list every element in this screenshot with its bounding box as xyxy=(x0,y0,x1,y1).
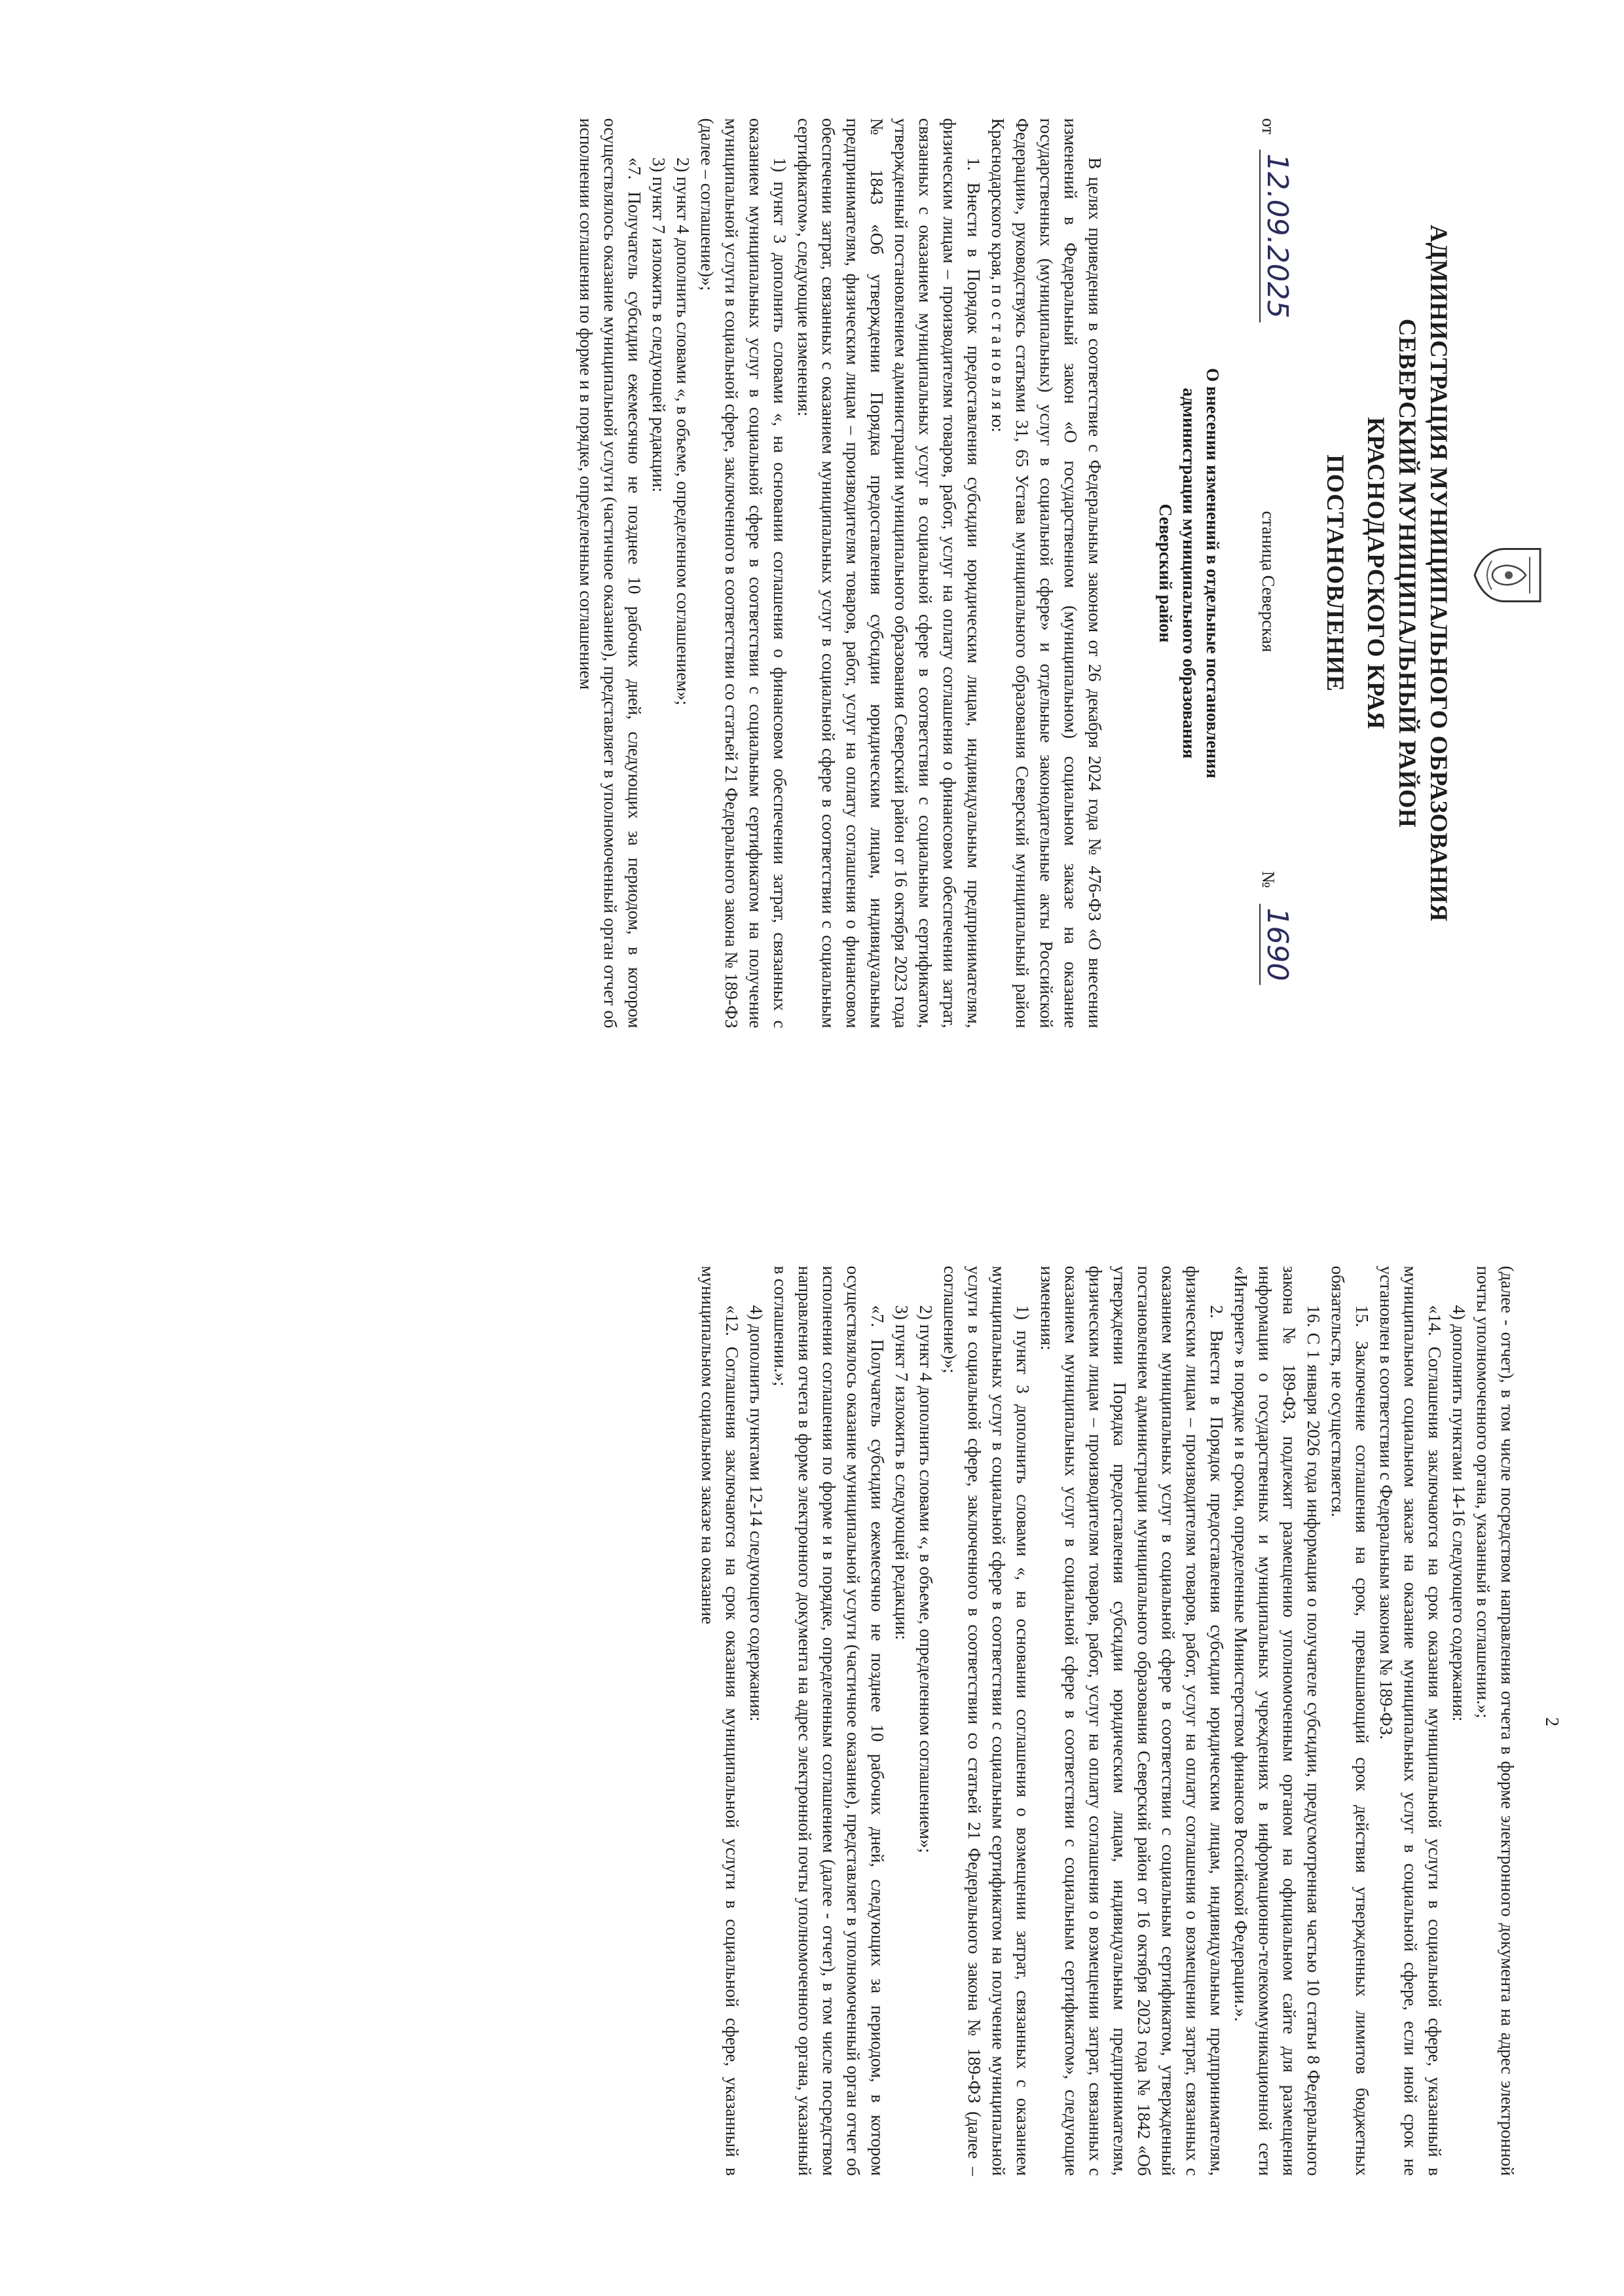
paragraph: 2) пункт 4 дополнить словами «, в объеме, определенном соглашением»; xyxy=(673,157,693,705)
body-text xyxy=(574,118,1107,1028)
paragraph: «7. Получатель субсидии ежемесячно не позднее 10 рабочих дней, следующих за периодом, в котором осуществлялось оказание муниципальной услуги (частичное оказание), представляет в уполномоченный орган отчет об исполнении соглашения по форме и в порядке, определенным соглашением (далее - отчет), в том числе посредством направления отчета в форме электронного документа на адрес электронной почты уполномоченного органа, указанный в соглашении.»; xyxy=(771,1266,887,2176)
paragraph: 4) дополнить пунктами 12-14 следующего содержания: xyxy=(747,1305,766,1721)
paragraph: «14. Соглашения заключаются на срок оказания муниципальной услуги в социальной сфере, указанный в муниципальном социальном заказе на оказание муниципальных услуг в социальной сфере, если иной срок не установлен в соответствии с Федеральным законом № 189-ФЗ. xyxy=(1376,1266,1445,2176)
date-number-row xyxy=(1251,118,1294,1028)
paragraph: 2) пункт 4 дополнить словами «, в объеме, определенном соглашением»; xyxy=(916,1305,936,1853)
location-label: станица Северская xyxy=(1259,511,1278,652)
paragraph: (далее - отчет), в том числе посредством направления отчета в форме электронного документа на адрес электронной почты уполномоченного органа, указанный в соглашении.»; xyxy=(1473,1266,1517,2176)
handwritten-date: 12.09.2025 xyxy=(1259,149,1294,322)
header-line: СЕВЕРСКИЙ МУНИЦИПАЛЬНЫЙ РАЙОН xyxy=(1393,318,1420,828)
title-line: Северский район xyxy=(1156,503,1175,642)
paragraph: 15. Заключение соглашения на срок, превышающий срок действия утвержденных лимитов бюджетных обязательств, не осуществляется. xyxy=(1328,1266,1372,2176)
organization-header xyxy=(1359,118,1454,1028)
paragraph: 3) пункт 7 изложить в следующей редакции: xyxy=(649,157,669,492)
page-number: 2 xyxy=(1541,1717,1562,1726)
paragraph: 4) дополнить пунктами 14-16 следующего содержания: xyxy=(1449,1305,1469,1721)
date-prefix: от xyxy=(1259,118,1278,134)
paragraph: «7. Получатель субсидии ежемесячно не позднее 10 рабочих дней, следующих за периодом, в котором осуществлялось оказание муниципальной услуги (частичное оказание), представляет в уполномоченный орган отчет об исполнении соглашения по форме и в порядке, определенным соглашением xyxy=(576,118,644,1028)
title-line: администрации муниципального образования xyxy=(1179,387,1199,759)
handwritten-number: 1690 xyxy=(1259,903,1294,985)
paragraph: 16. С 1 января 2026 года информация о получателе субсидии, предусмотренная частью 10 статьи 8 Федерального закона № 189-ФЗ, подлежит размещению уполномоченным органом на официальном сайте для размещения информации о государственных и муниципальных учреждениях в информационно-телекоммуникационной сети «Интернет» в порядке и в сроки, определенные Министерством финансов Российской Федерации.». xyxy=(1231,1266,1323,2176)
paragraph: «12. Соглашения заключаются на срок оказания муниципальной услуги в социальной сфере, указанный в муниципальном социальном заказе на оказание xyxy=(698,1266,742,2176)
paragraph: 1) пункт 3 дополнить словами «, на основании соглашения о возмещении затрат, связанных с оказанием муниципальных услуг в социальной сфере в соответствии с социальным сертификатом на получение муниципальной услуги в социальной сфере, заключенного в соответствии со статьей 21 Федерального закона № 189-ФЗ (далее – соглашение)»; xyxy=(940,1266,1033,2176)
document-title xyxy=(1154,196,1225,949)
header-line: АДМИНИСТРАЦИЯ МУНИЦИПАЛЬНОГО ОБРАЗОВАНИЯ xyxy=(1425,224,1452,922)
body-text xyxy=(695,1266,1519,2176)
header-line: КРАСНОДАРСКОГО КРАЯ xyxy=(1362,416,1389,729)
paragraph: 1) пункт 3 дополнить словами «, на основании соглашения о финансовом обеспечении затрат, связанных с оказанием муниципальных услуг в социальной сфере в соответствии с социальным сертификатом на получение муниципальной услуги в социальной сфере, заключенного в соответствии со статьей 21 Федерального закона № 189-ФЗ (далее – соглашение)»; xyxy=(697,118,790,1028)
paragraph: 3) пункт 7 изложить в следующей редакции: xyxy=(892,1305,912,1640)
paragraph: В целях приведения в соответствие с Федеральным законом от 26 декабря 2024 года № 476-ФЗ «О внесении изменений в Федеральный закон «О государственном (муниципальном) социальном заказе на оказание государственных (муниципальных) услуг в социальной сфере» и отдельные законодательные акты Российской Федерации», руководствуясь статьями 31, 65 Устава муниципального образования Северский муниципальный район Краснодарского края, п о с т а н о в л я ю: xyxy=(988,118,1105,1028)
number-prefix: № xyxy=(1259,871,1278,888)
paragraph: 2. Внести в Порядок предоставления субсидии юридическим лицам, индивидуальным предпринимателям, физическим лицам – производителям товаров, работ, услуг на оплату соглашения о возмещении затрат, связанных с оказанием муниципальных услуг в социальной сфере в соответствии с социальным сертификатом, утвержденный постановлением администрации муниципального образования Северский район от 16 октября 2023 года № 1842 «Об утверждении Порядка предоставления субсидии юридическим лицам, индивидуальным предпринимателям, физическим лицам – производителям товаров, работ, услуг на оплату соглашения о возмещении затрат, связанных с оказанием муниципальных услуг в социальной сфере в соответствии с социальным сертификатом», следующие изменения: xyxy=(1037,1266,1227,2176)
coat-of-arms-icon xyxy=(1473,543,1545,606)
title-line: О внесении изменений в отдельные постановления xyxy=(1203,367,1223,778)
document-type: ПОСТАНОВЛЕНИЕ xyxy=(1321,454,1348,692)
page-two xyxy=(0,1148,1624,2295)
paragraph: 1. Внести в Порядок предоставления субсидии юридическим лицам, индивидуальным предпринимателям, физическим лицам – производителям товаров, работ, услуг на оплату соглашения о финансовом обеспечении затрат, связанных с оказанием муниципальных услуг в социальной сфере в соответствии с социальным сертификатом, утвержденный постановлением администрации муниципального образования Северский район от 16 октября 2023 года № 1843 «Об утверждении Порядка предоставления субсидии юридическим лицам, индивидуальным предпринимателям, физическим лицам – производителям товаров, работ, услуг на оплату соглашения о финансовом обеспечении затрат, связанных с оказанием муниципальных услуг в социальной сфере в соответствии с социальным сертификатом», следующие изменения: xyxy=(794,118,984,1028)
